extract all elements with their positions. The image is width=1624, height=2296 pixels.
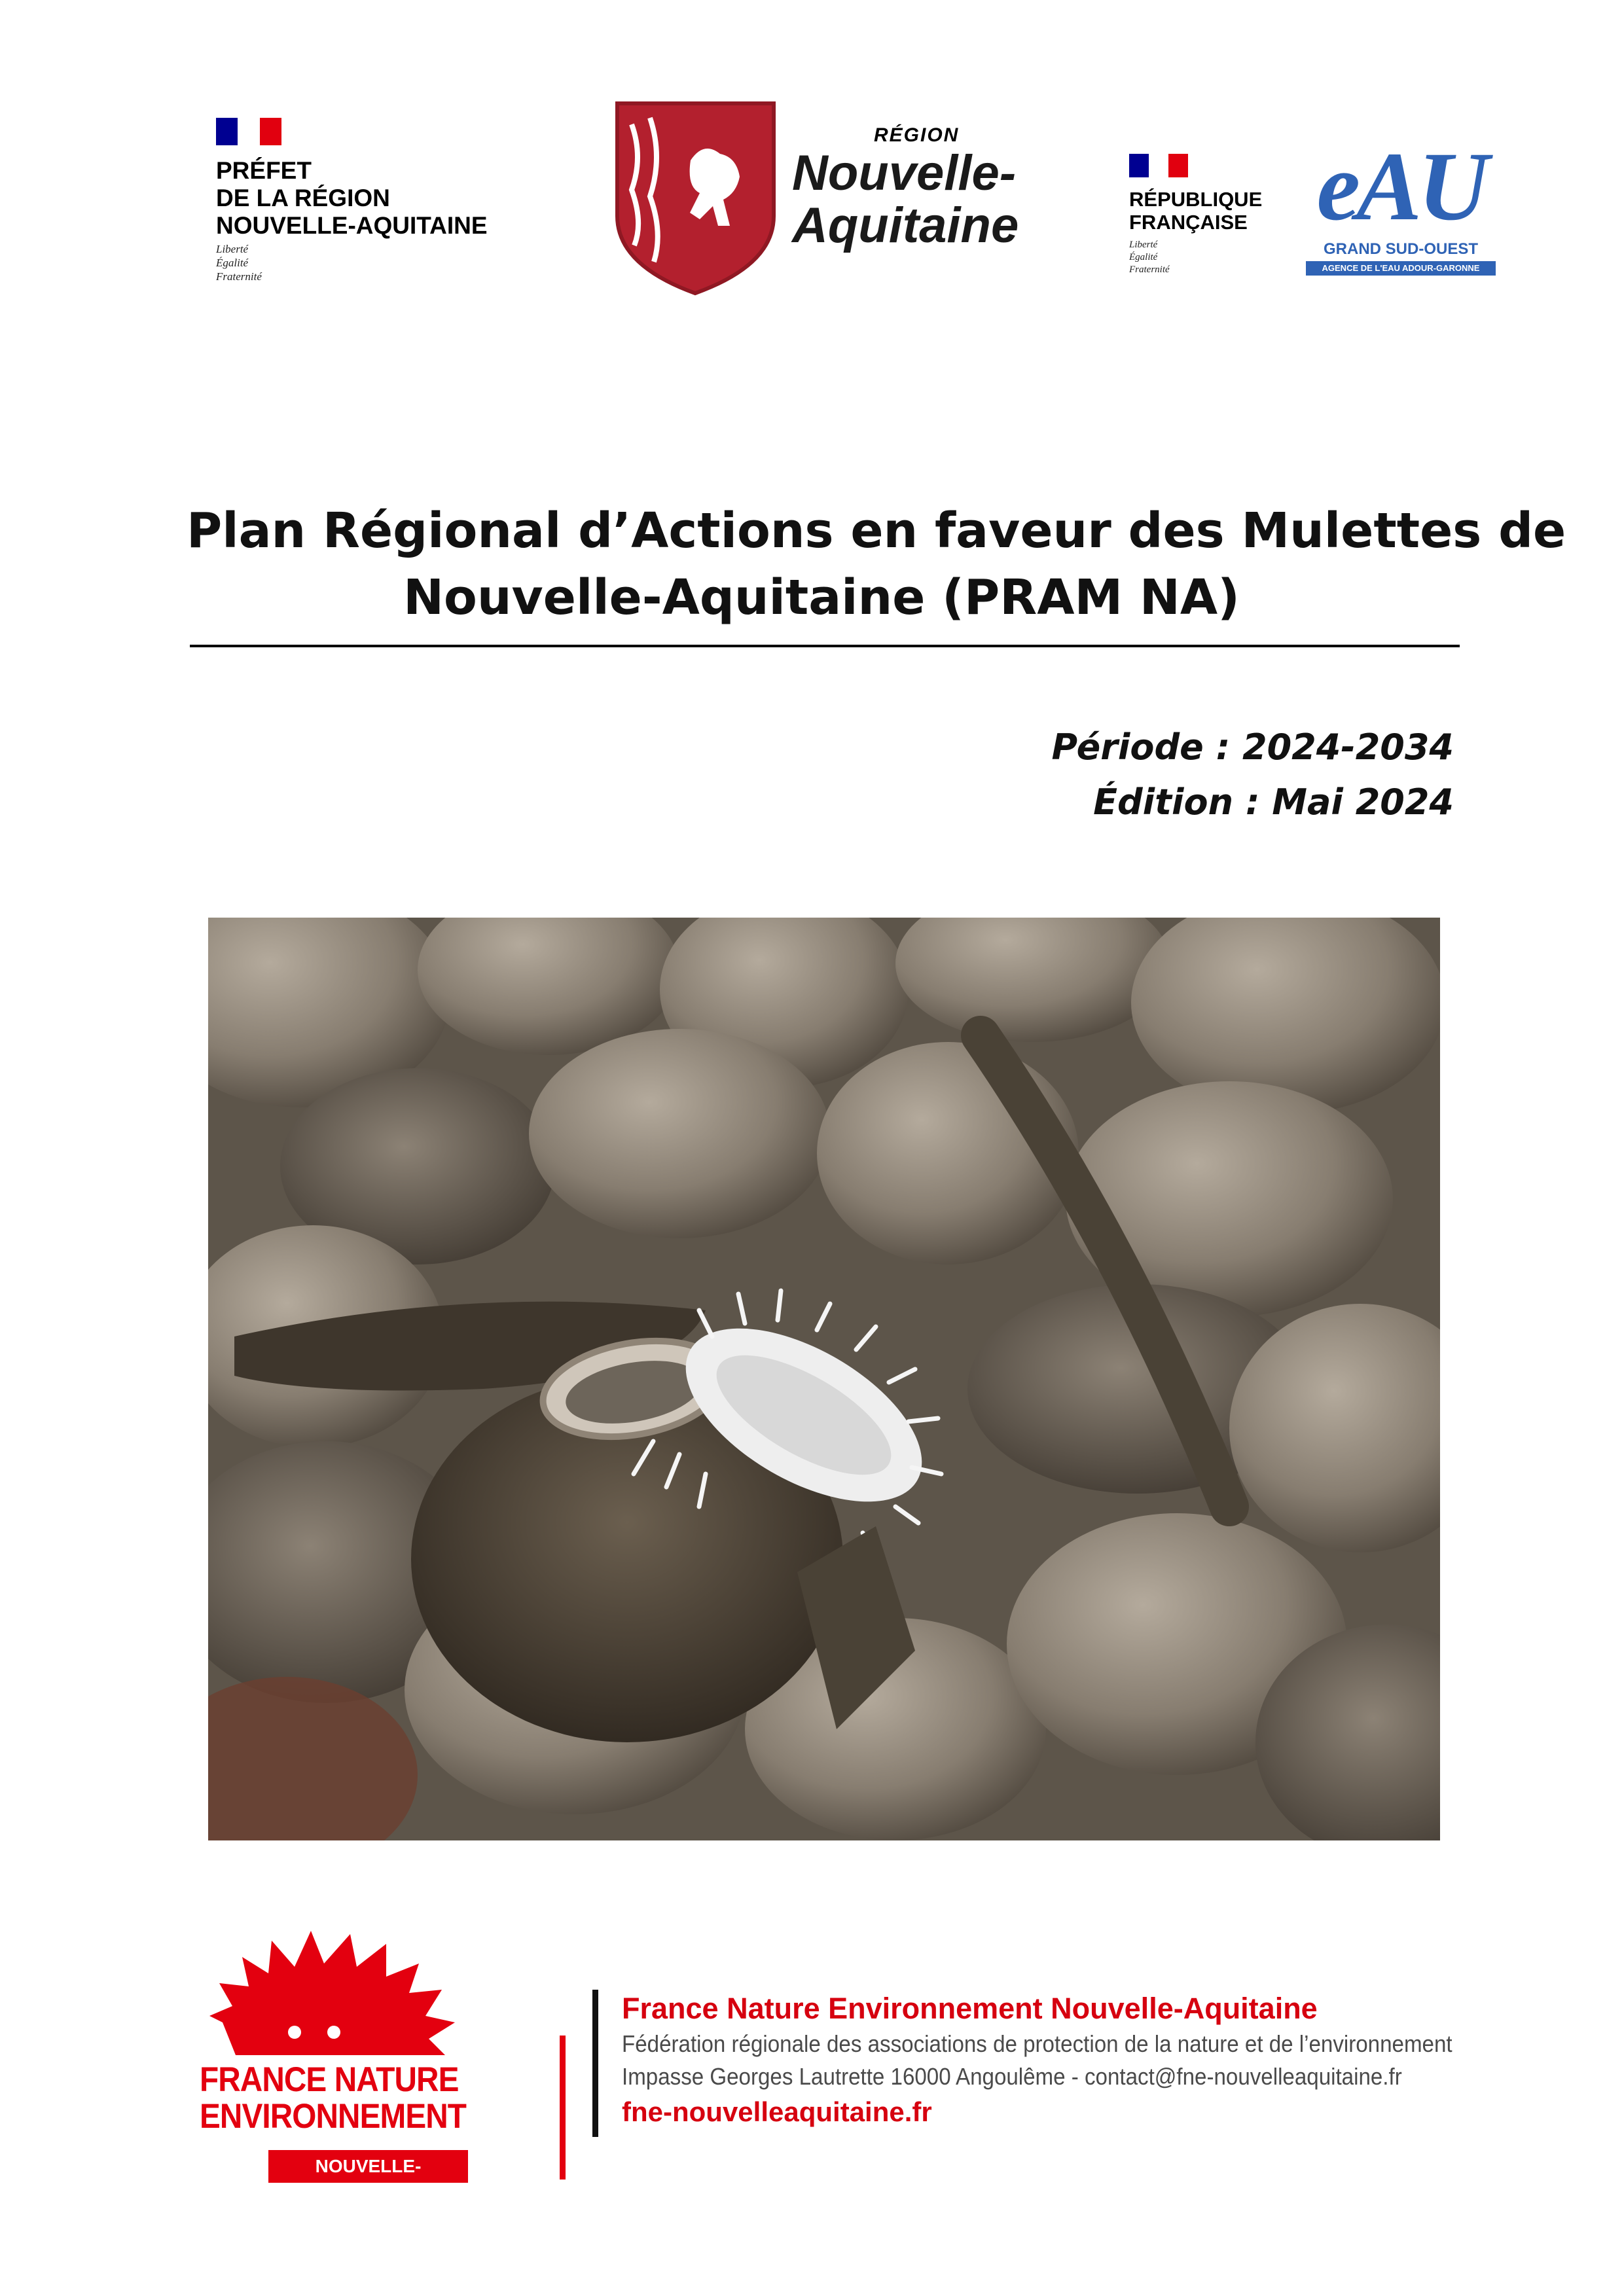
fne-logo-name: FRANCE NATURE ENVIRONNEMENT: [200, 2060, 467, 2136]
french-flag-icon: [216, 118, 281, 145]
organization-website-link[interactable]: fne-nouvelleaquitaine.fr: [622, 2096, 932, 2127]
republique-name: RÉPUBLIQUE FRANÇAISE: [1129, 188, 1263, 234]
organization-address: Impasse Georges Lautrette 16000 Angoulême - contact@fne-nouvelleaquitaine.fr: [622, 2063, 1402, 2090]
eau-wordmark: eAU: [1316, 132, 1485, 241]
mussel-photo-illustration: [208, 918, 1440, 1840]
fne-logo-band: NOUVELLE-AQUITAINE: [268, 2150, 468, 2183]
periode: Période : 2024-2034: [1051, 726, 1454, 768]
prefet-motto: Liberté Égalité Fraternité: [216, 243, 262, 283]
organization-name: France Nature Environnement Nouvelle-Aquitaine: [622, 1992, 1318, 2025]
cover-photo: [208, 918, 1440, 1840]
organization-info: [622, 1990, 1538, 2131]
agence-eau-logo: [1303, 132, 1499, 278]
republique-logo: [1129, 154, 1299, 285]
edition: Édition : Mai 2024: [1093, 781, 1454, 823]
region-superscript: RÉGION: [874, 124, 960, 146]
prefet-name: PRÉFET DE LA RÉGION NOUVELLE-AQUITAINE: [216, 157, 488, 239]
fne-logo: [196, 1924, 478, 2212]
title-divider: [190, 645, 1460, 647]
prefet-logo: [216, 118, 556, 295]
footer-separator-red: [560, 2036, 566, 2179]
document-meta: [1052, 720, 1454, 830]
french-flag-icon: [1129, 154, 1188, 177]
region-shield-icon: [612, 98, 779, 298]
document-title: Plan Régional d’Actions en faveur des Mulettes de Nouvelle-Aquitaine (PRAM NA): [187, 503, 1566, 626]
region-name: Nouvelle- Aquitaine: [792, 145, 1019, 253]
republique-motto: Liberté Égalité Fraternité: [1129, 240, 1170, 275]
hedgehog-icon: [196, 1924, 478, 2062]
eau-subtitle: GRAND SUD-OUEST: [1323, 240, 1478, 258]
footer-separator-black: [592, 1990, 598, 2137]
eau-band: AGENCE DE L'EAU ADOUR-GARONNE: [1306, 261, 1496, 276]
region-logo: [612, 98, 1070, 301]
organization-description: Fédération régionale des associations de protection de la nature et de l’environnement: [622, 2030, 1453, 2057]
